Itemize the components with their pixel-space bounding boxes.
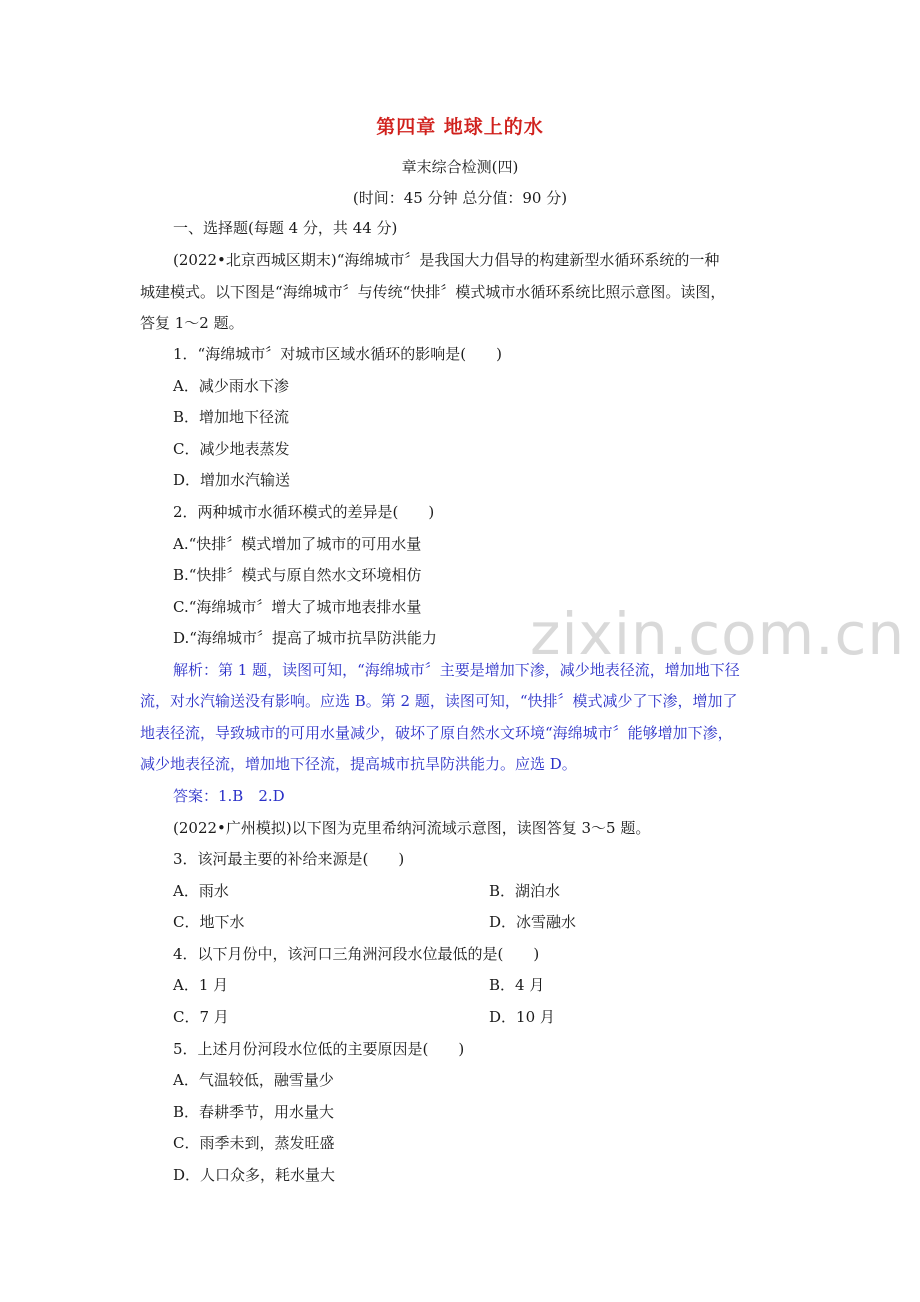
question-4-option: B．4 月 xyxy=(489,976,545,994)
question-4-option: D．10 月 xyxy=(489,1008,555,1026)
question-2-option: C.“海绵城市〞增大了城市地表排水量 xyxy=(173,598,422,616)
question-5-option: B．春耕季节，用水量大 xyxy=(173,1103,335,1121)
section-heading: 一、选择题(每题 4 分，共 44 分) xyxy=(173,219,398,237)
question-2-option: A.“快排〞模式增加了城市的可用水量 xyxy=(173,535,422,553)
question-3-option: B．湖泊水 xyxy=(489,882,561,900)
question-2-stem: 2．两种城市水循环模式的差异是( ) xyxy=(173,503,435,521)
analysis-line: 地表径流，导致城市的可用水量减少，破坏了原自然水文环境“海绵城市〞能够增加下渗， xyxy=(140,724,733,742)
intro-line: 城建模式。以下图是“海绵城市〞与传统“快排〞模式城市水循环系统比照示意图。读图， xyxy=(140,283,726,301)
question-5-option: A．气温较低，融雪量少 xyxy=(173,1071,334,1089)
intro-line: (2022•北京西城区期末)“海绵城市〞是我国大力倡导的构建新型水循环系统的一种 xyxy=(173,251,720,269)
intro-line: 答复 1～2 题。 xyxy=(140,314,244,332)
question-3-stem: 3．该河最主要的补给来源是( ) xyxy=(173,850,405,868)
question-3-option: A．雨水 xyxy=(173,882,229,900)
subtitle: 章末综合检测(四) xyxy=(401,158,519,176)
question-1-option: B．增加地下径流 xyxy=(173,408,290,426)
analysis-line: 减少地表径流，增加地下径流，提高城市抗旱防洪能力。应选 D。 xyxy=(140,755,577,773)
question-1-stem: 1．“海绵城市〞对城市区域水循环的影响是( ) xyxy=(173,345,502,363)
watermark: zixin.com.cn xyxy=(530,600,906,668)
question-3-option: C．地下水 xyxy=(173,913,245,931)
question-2-option: B.“快排〞模式与原自然水文环境相仿 xyxy=(173,566,422,584)
chapter-title: 第四章 地球上的水 xyxy=(376,116,544,138)
question-5-stem: 5．上述月份河段水位低的主要原因是( ) xyxy=(173,1040,465,1058)
question-4-option: A．1 月 xyxy=(173,976,229,994)
question-4-option: C．7 月 xyxy=(173,1008,229,1026)
question-3-option: D．冰雪融水 xyxy=(489,913,577,931)
question-1-option: A．减少雨水下渗 xyxy=(173,377,289,395)
answer-line: 答案：1.B 2.D xyxy=(173,787,285,805)
analysis-line: 流，对水汽输送没有影响。应选 B。第 2 题，读图可知，“快排〞模式减少了下渗，增加了 xyxy=(140,692,738,710)
question-4-stem: 4．以下月份中，该河口三角洲河段水位最低的是( ) xyxy=(173,945,540,963)
question-2-option: D.“海绵城市〞提高了城市抗旱防洪能力 xyxy=(173,629,437,647)
time-info: (时间：45 分钟 总分值：90 分) xyxy=(352,189,568,207)
analysis-line: 解析：第 1 题，读图可知，“海绵城市〞主要是增加下渗，减少地表径流，增加地下径 xyxy=(173,661,740,679)
intro-line: (2022•广州模拟)以下图为克里希纳河流域示意图，读图答复 3～5 题。 xyxy=(173,819,651,837)
question-1-option: D．增加水汽输送 xyxy=(173,471,291,489)
question-5-option: C．雨季未到，蒸发旺盛 xyxy=(173,1134,335,1152)
question-5-option: D．人口众多，耗水量大 xyxy=(173,1166,336,1184)
question-1-option: C．减少地表蒸发 xyxy=(173,440,290,458)
